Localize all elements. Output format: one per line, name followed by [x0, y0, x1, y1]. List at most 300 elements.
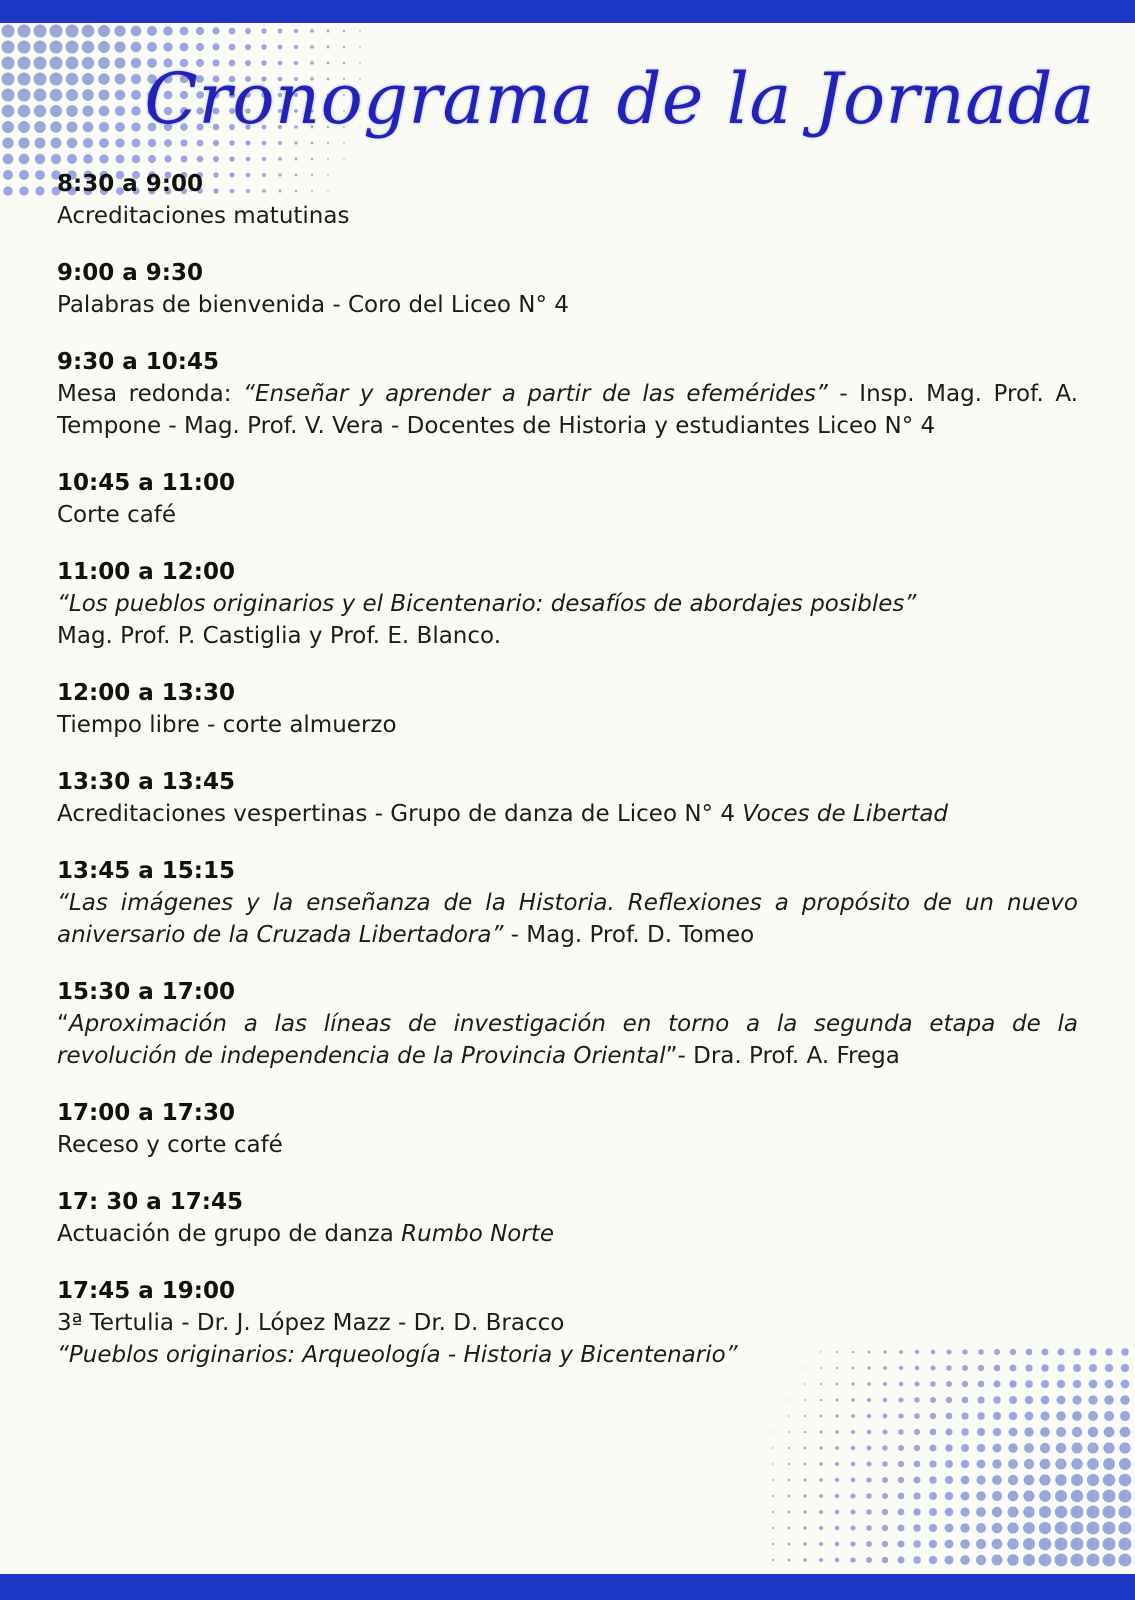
halftone-dot — [147, 26, 157, 36]
entry-description — [57, 887, 1078, 951]
halftone-dot — [1119, 1506, 1132, 1519]
halftone-dot — [180, 139, 187, 146]
halftone-dot — [788, 1527, 791, 1530]
schedule-entry — [57, 766, 1078, 830]
halftone-dot — [261, 44, 266, 49]
halftone-dot — [132, 155, 140, 163]
halftone-dot — [359, 46, 361, 48]
halftone-dot — [945, 1540, 954, 1549]
entry-time: 13:30 a 13:45 — [57, 769, 235, 795]
halftone-dot — [180, 43, 189, 52]
halftone-dot — [882, 1493, 888, 1499]
halftone-dot — [34, 41, 47, 54]
halftone-dot — [961, 1460, 969, 1468]
halftone-dot — [34, 105, 46, 117]
halftone-dot — [804, 1479, 807, 1482]
halftone-dot — [1055, 1538, 1068, 1551]
halftone-dot — [819, 1478, 823, 1482]
halftone-dot — [2, 73, 15, 86]
halftone-dot — [773, 1416, 774, 1417]
halftone-dot — [835, 1558, 840, 1563]
entry-time: 17:45 a 19:00 — [57, 1278, 235, 1304]
halftone-dot — [804, 1447, 807, 1450]
halftone-dot — [804, 1415, 806, 1417]
halftone-dot — [197, 156, 203, 162]
halftone-dot — [866, 1525, 872, 1531]
halftone-dot — [962, 1397, 969, 1404]
halftone-dot — [992, 1443, 1001, 1452]
entry-time: 12:00 a 13:30 — [57, 680, 235, 706]
halftone-dot — [819, 1494, 823, 1498]
halftone-dot — [914, 1461, 921, 1468]
halftone-dot — [1039, 1474, 1050, 1485]
halftone-dot — [67, 138, 78, 149]
halftone-dot — [66, 41, 79, 54]
halftone-dot — [961, 1476, 970, 1485]
halftone-dot — [131, 122, 140, 131]
halftone-dot — [1088, 1395, 1097, 1404]
halftone-dot — [35, 170, 45, 180]
halftone-dot — [245, 28, 251, 34]
halftone-dot — [82, 25, 95, 38]
entry-text: Acreditaciones matutinas — [57, 203, 350, 229]
halftone-dot — [1024, 1459, 1034, 1469]
halftone-dot — [164, 155, 171, 162]
halftone-dot — [946, 1413, 953, 1420]
halftone-dot — [851, 1478, 856, 1483]
halftone-dot — [115, 106, 125, 116]
halftone-dot — [1103, 1554, 1116, 1567]
halftone-dot — [99, 154, 108, 163]
entry-title-italic: “Los pueblos originarios y el Bicentenario: desafíos de abordajes posibles” — [57, 591, 917, 617]
halftone-dot — [803, 1510, 806, 1513]
halftone-dot — [212, 43, 219, 50]
halftone-dot — [163, 26, 172, 35]
halftone-dot — [83, 122, 94, 133]
entry-title-italic: Rumbo Norte — [401, 1221, 555, 1247]
halftone-dot — [1071, 1554, 1084, 1567]
halftone-dot — [35, 186, 44, 195]
halftone-dot — [50, 73, 63, 86]
halftone-dot — [1089, 1380, 1098, 1389]
entry-text: Palabras de bienvenida - Coro del Liceo N° 4 — [57, 292, 569, 318]
halftone-dot — [819, 1526, 823, 1530]
entry-description — [57, 588, 1078, 652]
halftone-dot — [1055, 1506, 1068, 1519]
halftone-dot — [913, 1476, 920, 1483]
halftone-dot — [82, 57, 94, 69]
halftone-dot — [181, 156, 188, 163]
halftone-dot — [1040, 1443, 1050, 1453]
entry-description — [57, 499, 1078, 531]
halftone-dot — [34, 57, 47, 70]
halftone-dot — [930, 1429, 937, 1436]
halftone-dot — [960, 1507, 969, 1516]
page-title: Cronograma de la Jornada — [144, 58, 1095, 140]
halftone-dot — [945, 1508, 954, 1517]
halftone-dot — [788, 1559, 791, 1562]
entry-prefix: Mesa redonda: — [57, 381, 244, 407]
halftone-dot — [1008, 1459, 1018, 1469]
halftone-dot — [180, 27, 189, 36]
halftone-dot — [913, 1508, 920, 1515]
entry-time: 9:30 a 10:45 — [57, 349, 219, 375]
halftone-dot — [359, 30, 361, 32]
halftone-dot — [976, 1507, 986, 1517]
halftone-dot — [866, 1477, 871, 1482]
halftone-dot — [34, 73, 47, 86]
schedule-entry — [57, 346, 1078, 442]
halftone-dot — [98, 41, 110, 53]
halftone-dot — [1120, 1427, 1131, 1438]
halftone-dot — [50, 25, 63, 38]
halftone-dot — [1008, 1475, 1018, 1485]
bottom-accent-bar — [0, 1574, 1135, 1600]
halftone-dot — [1071, 1474, 1083, 1486]
halftone-dot — [115, 138, 124, 147]
halftone-dot — [1072, 1443, 1083, 1454]
halftone-dot — [229, 140, 235, 146]
halftone-dot — [977, 1460, 986, 1469]
top-accent-bar — [0, 0, 1135, 23]
halftone-dot — [835, 1494, 839, 1498]
entry-prefix: “ — [57, 1011, 69, 1037]
halftone-dot — [945, 1524, 954, 1533]
halftone-dot — [772, 1527, 774, 1529]
halftone-dot — [1041, 1396, 1050, 1405]
halftone-dot — [1055, 1458, 1066, 1469]
halftone-dot — [147, 42, 157, 52]
halftone-dot — [897, 1540, 904, 1547]
halftone-dot — [311, 158, 313, 160]
halftone-dot — [50, 121, 61, 132]
halftone-dot — [866, 1541, 872, 1547]
halftone-dot — [788, 1431, 790, 1433]
halftone-dot — [1023, 1538, 1035, 1550]
halftone-dot — [850, 1525, 855, 1530]
halftone-dot — [1055, 1474, 1067, 1486]
halftone-dot — [148, 139, 156, 147]
halftone-dot — [1071, 1458, 1082, 1469]
schedule-entry — [57, 976, 1078, 1072]
entry-time: 9:00 a 9:30 — [57, 260, 203, 286]
halftone-dot — [1071, 1538, 1084, 1551]
halftone-dot — [898, 1413, 903, 1418]
halftone-dot — [278, 29, 283, 34]
halftone-dot — [245, 44, 251, 50]
halftone-dot — [819, 1558, 823, 1562]
halftone-dot — [2, 25, 15, 38]
halftone-dot — [1056, 1443, 1067, 1454]
halftone-dot — [1104, 1395, 1113, 1404]
halftone-dot — [343, 46, 345, 48]
halftone-dot — [1104, 1427, 1115, 1438]
halftone-dot — [1025, 1396, 1033, 1404]
entry-description — [57, 798, 1078, 830]
entry-text: 3ª Tertulia - Dr. J. López Mazz - Dr. D. Bracco — [57, 1310, 565, 1336]
entry-text: Receso y corte café — [57, 1132, 283, 1158]
halftone-dot — [977, 1412, 985, 1420]
halftone-dot — [343, 30, 345, 32]
halftone-dot — [34, 121, 46, 133]
halftone-dot — [376, 31, 377, 32]
halftone-dot — [851, 1462, 856, 1467]
halftone-dot — [131, 106, 141, 116]
entry-prefix: Actuación de grupo de danza — [57, 1221, 402, 1247]
halftone-dot — [914, 1397, 919, 1402]
halftone-dot — [788, 1495, 791, 1498]
halftone-dot — [327, 46, 330, 49]
halftone-dot — [18, 57, 31, 70]
halftone-dot — [929, 1508, 937, 1516]
halftone-dot — [114, 25, 125, 36]
halftone-dot — [1088, 1411, 1098, 1421]
halftone-dot — [993, 1396, 1001, 1404]
halftone-dot — [1039, 1554, 1052, 1567]
schedule-entry — [57, 556, 1078, 652]
halftone-dot — [929, 1460, 936, 1467]
halftone-dot — [66, 25, 79, 38]
halftone-dot — [18, 121, 30, 133]
halftone-dot — [804, 1399, 806, 1401]
halftone-dot — [945, 1492, 953, 1500]
halftone-dot — [788, 1447, 790, 1449]
halftone-dot — [1025, 1412, 1034, 1421]
halftone-dot — [310, 45, 314, 49]
halftone-dot — [1105, 1380, 1114, 1389]
halftone-dot — [1087, 1522, 1100, 1535]
halftone-dot — [788, 1479, 790, 1481]
halftone-dot — [3, 170, 13, 180]
halftone-dot — [163, 42, 172, 51]
halftone-dot — [1055, 1522, 1068, 1535]
schedule-entry — [57, 677, 1078, 741]
halftone-dot — [788, 1415, 790, 1417]
halftone-dot — [930, 1397, 936, 1403]
halftone-dot — [819, 1462, 822, 1465]
halftone-dot — [929, 1476, 937, 1484]
halftone-dot — [1008, 1443, 1017, 1452]
halftone-dot — [1103, 1474, 1115, 1486]
halftone-dot — [993, 1428, 1002, 1437]
halftone-dot — [1120, 1395, 1130, 1405]
halftone-dot — [131, 74, 141, 84]
halftone-dot — [961, 1428, 969, 1436]
halftone-dot — [1072, 1411, 1082, 1421]
halftone-dot — [1103, 1538, 1116, 1551]
halftone-dot — [882, 1477, 888, 1483]
halftone-dot — [929, 1524, 937, 1532]
halftone-dot — [913, 1540, 921, 1548]
halftone-dot — [866, 1461, 871, 1466]
halftone-dot — [2, 137, 13, 148]
halftone-dot — [945, 1428, 952, 1435]
halftone-dot — [1055, 1490, 1067, 1502]
halftone-dot — [2, 89, 15, 102]
halftone-dot — [50, 57, 63, 70]
halftone-dot — [929, 1556, 937, 1564]
halftone-dot — [19, 154, 30, 165]
halftone-dot — [18, 73, 31, 86]
halftone-dot — [131, 90, 141, 100]
halftone-dot — [115, 74, 126, 85]
halftone-dot — [929, 1492, 937, 1500]
halftone-dot — [898, 1461, 904, 1467]
halftone-dot — [1024, 1427, 1033, 1436]
halftone-dot — [772, 1463, 774, 1465]
entry-title-italic: “Pueblos originarios: Arqueología - Historia y Bicentenario” — [57, 1342, 738, 1368]
halftone-dot — [944, 1555, 953, 1564]
halftone-dot — [196, 27, 204, 35]
halftone-dot — [899, 1398, 904, 1403]
halftone-dot — [945, 1460, 953, 1468]
halftone-dot — [835, 1542, 840, 1547]
halftone-dot — [1072, 1395, 1081, 1404]
halftone-dot — [1089, 1364, 1097, 1372]
halftone-dot — [197, 140, 204, 147]
halftone-dot — [960, 1491, 969, 1500]
entry-time: 11:00 a 12:00 — [57, 559, 235, 585]
halftone-dot — [18, 89, 31, 102]
halftone-dot — [851, 1494, 856, 1499]
halftone-dot — [867, 1414, 871, 1418]
halftone-dot — [2, 57, 15, 70]
halftone-dot — [960, 1555, 970, 1565]
halftone-dot — [851, 1430, 855, 1434]
halftone-dot — [35, 154, 46, 165]
halftone-dot — [945, 1444, 953, 1452]
halftone-dot — [850, 1541, 855, 1546]
halftone-dot — [1087, 1474, 1099, 1486]
halftone-dot — [992, 1459, 1001, 1468]
halftone-dot — [945, 1476, 953, 1484]
halftone-dot — [835, 1526, 840, 1531]
halftone-dot — [913, 1492, 920, 1499]
halftone-dot — [310, 29, 314, 33]
halftone-dot — [960, 1539, 970, 1549]
halftone-dot — [278, 157, 282, 161]
halftone-dot — [804, 1463, 807, 1466]
halftone-dot — [1119, 1458, 1131, 1470]
entry-text: Tiempo libre - corte almuerzo — [57, 712, 397, 738]
halftone-dot — [261, 28, 267, 34]
halftone-dot — [1104, 1411, 1114, 1421]
halftone-dot — [1089, 1348, 1097, 1356]
halftone-dot — [327, 158, 329, 160]
halftone-dot — [213, 156, 219, 162]
halftone-dot — [98, 89, 109, 100]
halftone-dot — [50, 105, 62, 117]
halftone-dot — [246, 157, 251, 162]
halftone-dot — [819, 1542, 823, 1546]
halftone-dot — [34, 25, 47, 38]
halftone-dot — [19, 170, 29, 180]
halftone-dot — [1103, 1506, 1116, 1519]
entry-description — [57, 1008, 1078, 1072]
halftone-dot — [1087, 1506, 1100, 1519]
halftone-dot — [851, 1414, 855, 1418]
halftone-dot — [83, 154, 93, 164]
halftone-dot — [131, 26, 142, 37]
halftone-dot — [229, 156, 234, 161]
halftone-dot — [245, 140, 250, 145]
halftone-dot — [18, 137, 29, 148]
halftone-dot — [1071, 1522, 1084, 1535]
halftone-dot — [99, 122, 109, 132]
halftone-dot — [82, 41, 95, 54]
halftone-dot — [850, 1509, 855, 1514]
halftone-dot — [83, 138, 93, 148]
halftone-dot — [114, 41, 125, 52]
halftone-dot — [3, 154, 14, 165]
halftone-dot — [1105, 1348, 1113, 1356]
halftone-dot — [882, 1429, 887, 1434]
halftone-dot — [866, 1493, 872, 1499]
halftone-dot — [804, 1431, 806, 1433]
entry-text: Corte café — [57, 502, 177, 528]
halftone-dot — [1087, 1490, 1100, 1503]
halftone-dot — [866, 1509, 872, 1515]
entry-description — [57, 709, 1078, 741]
halftone-dot — [1008, 1491, 1019, 1502]
halftone-dot — [82, 89, 94, 101]
halftone-dot — [977, 1444, 986, 1453]
halftone-dot — [882, 1509, 888, 1515]
halftone-dot — [867, 1430, 872, 1435]
halftone-dot — [851, 1398, 854, 1401]
halftone-dot — [772, 1511, 774, 1513]
halftone-dot — [992, 1475, 1002, 1485]
halftone-dot — [960, 1523, 969, 1532]
halftone-dot — [1023, 1490, 1034, 1501]
schedule-entry — [57, 1186, 1078, 1250]
halftone-dot — [1119, 1474, 1132, 1487]
halftone-dot — [327, 30, 330, 33]
entry-description — [57, 200, 1078, 232]
halftone-dot — [1121, 1364, 1129, 1372]
entry-title-italic: Voces de Libertad — [742, 801, 949, 827]
halftone-dot — [1039, 1506, 1051, 1518]
entry-presenters: Mag. Prof. P. Castiglia y Prof. E. Blanco. — [57, 623, 502, 649]
entry-title-italic: Aproximación a las líneas de investigación en torno a la segunda etapa de la revolución de independencia de la Provincia Oriental — [57, 1011, 1078, 1069]
halftone-dot — [2, 105, 15, 118]
halftone-dot — [327, 142, 329, 144]
entry-time: 10:45 a 11:00 — [57, 470, 235, 496]
halftone-dot — [376, 47, 377, 48]
halftone-dot — [992, 1491, 1002, 1501]
halftone-dot — [992, 1523, 1003, 1534]
halftone-dot — [1119, 1554, 1132, 1567]
entry-title-italic: “Las imágenes y la enseñanza de la Historia. Reflexiones a propósito de un nuevo aniversario de la Cruzada Libertadora” — [57, 890, 1078, 948]
halftone-dot — [132, 139, 141, 148]
halftone-dot — [788, 1511, 791, 1514]
schedule-entry — [57, 855, 1078, 951]
entry-time: 17: 30 a 17:45 — [57, 1189, 243, 1215]
entry-presenters: - Insp. Mag. Prof. A. Tempone - Mag. Prof. V. Vera - Docentes de Historia y estudiantes Liceo N° 4 — [57, 381, 1078, 439]
halftone-dot — [1040, 1411, 1049, 1420]
halftone-dot — [360, 143, 361, 144]
halftone-dot — [819, 1446, 822, 1449]
halftone-dot — [835, 1462, 839, 1466]
halftone-dot — [343, 158, 344, 159]
halftone-dot — [897, 1524, 904, 1531]
halftone-dot — [1040, 1459, 1051, 1470]
entry-description — [57, 289, 1078, 321]
halftone-dot — [992, 1507, 1002, 1517]
halftone-dot — [116, 155, 125, 164]
halftone-dot — [51, 154, 61, 164]
schedule-entry — [57, 467, 1078, 531]
